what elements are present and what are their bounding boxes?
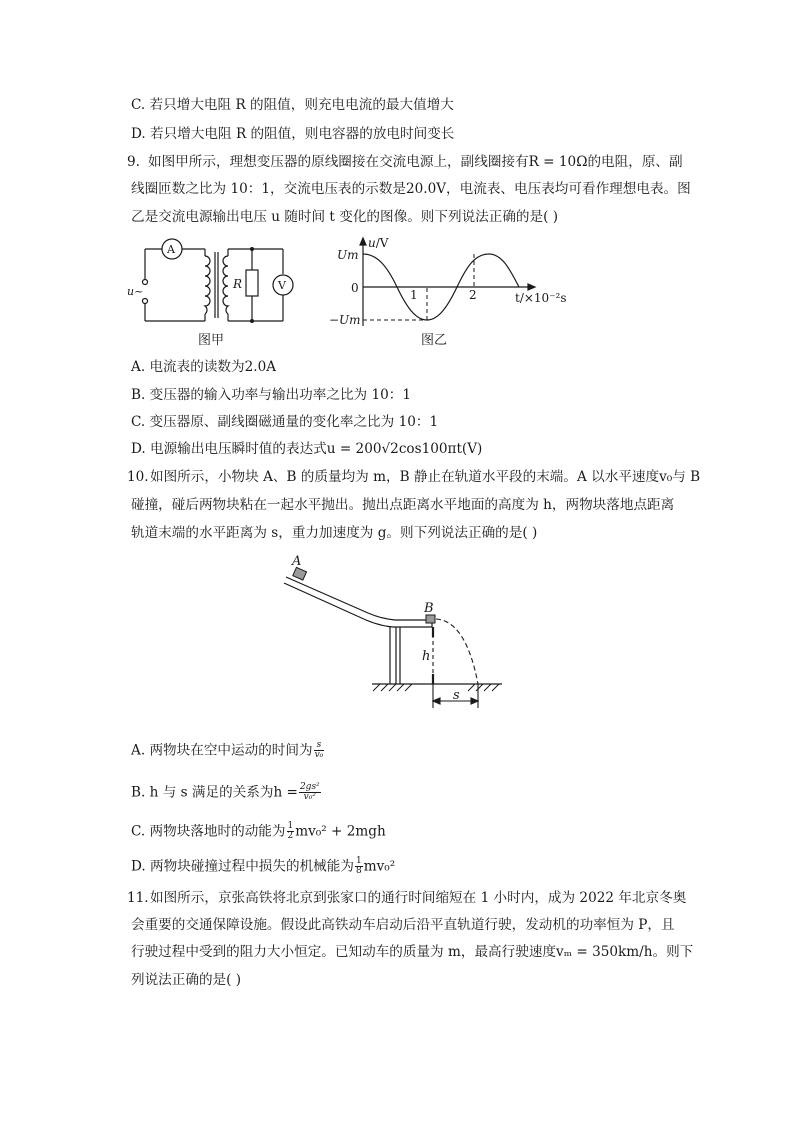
origin-label: 0 [351,281,359,295]
q11-stem-line3: 行驶过程中受到的阻力大小恒定。已知动车的质量为 m，最高行驶速度vₘ = 350km/h。则下 [131,944,694,960]
q10-option-d-text: D. 两物块碰撞过程中损失的机械能为 [131,858,354,875]
x-tick-1: 1 [410,288,418,302]
fraction: $\frac{1}{8}$ [355,856,362,877]
q9-option-d: D. 电源输出电压瞬时值的表达式u = 200√2cos100πt(V) [131,441,483,457]
source-label: u~ [127,285,144,298]
q10-option-c [131,822,386,842]
fraction: $\frac{1}{2}$ [287,821,294,842]
q10-option-d-tail: mv₀² [363,858,396,875]
resistor-label: R [233,277,243,291]
q10-option-a-text: A. 两物块在空中运动的时间为 [131,742,313,759]
q9-stem-line2: 线圈匝数之比为 10：1，交流电压表的示数是20.0V，电流表、电压表均可看作理想电表。图 [131,181,691,197]
q10-option-a [131,741,325,761]
y-max-label: Um [337,248,359,262]
q11-stem-line1: 如图所示，京张高铁将北京到张家口的通行时间缩短在 1 小时内，成为 2022 年北京冬奥 [150,890,687,906]
q8-option-c: C. 若只增大电阻 R 的阻值，则充电电流的最大值增大 [131,97,454,113]
x-tick-2: 2 [469,288,477,302]
q9-figure-graph [325,234,580,348]
block-a-label: A [292,554,302,569]
y-min-label: −Um [329,313,361,327]
q9-number: 9. [127,154,140,170]
figure-yi-caption: 图乙 [421,333,448,348]
q9-option-b: B. 变压器的输入功率与输出功率之比为 10：1 [131,387,411,403]
q10-number: 10. [127,469,149,485]
q11-stem-line2: 会重要的交通保障设施。假设此高铁动车启动后沿平直轨道行驶，发动机的功率恒为 P，且 [131,917,675,933]
q10-stem-line2: 碰撞，碰后两物块粘在一起水平抛出。抛出点距离水平地面的高度为 h，两物块落地点距离 [131,497,675,513]
distance-label: s [453,688,460,703]
ammeter-label: A [167,243,175,256]
q10-option-c-tail: mv₀² + 2mgh [295,823,386,840]
q9-option-a: A. 电流表的读数为2.0A [131,359,277,375]
q10-option-b-text: B. h 与 s 满足的关系为h = [131,784,298,801]
q10-option-d [131,857,395,877]
q9-stem-line3: 乙是交流电源输出电压 u 随时间 t 变化的图像。则下列说法正确的是( ) [131,209,559,225]
q11-number: 11. [127,890,149,906]
fraction: $\frac{\text{2gs²}}{\text{v₀²}}$ [299,782,320,803]
q8-option-d: D. 若只增大电阻 R 的阻值，则电容器的放电时间变长 [131,126,455,142]
q9-option-c: C. 变压器原、副线圈磁通量的变化率之比为 10：1 [131,414,439,430]
q10-option-c-text: C. 两物块落地时的动能为 [131,823,286,840]
q9-stem-line1: 如图甲所示，理想变压器的原线圈接在交流电源上，副线圈接有R = 10Ω的电阻，原、副 [148,154,683,170]
q10-stem-line1: 如图所示，小物块 A、B 的质量均为 m，B 静止在轨道水平段的末端。A 以水平速度v₀与 B [150,469,701,485]
q11-stem-line4: 列说法正确的是( ) [131,972,242,988]
q10-option-b [131,783,322,803]
q10-stem-line3: 轨道末端的水平距离为 s，重力加速度为 g。则下列说法正确的是( ) [131,525,538,541]
q9-figure-circuit [125,234,305,348]
block-b-label: B [424,601,434,616]
fraction: $\frac{s}{\text{v₀}}$ [314,740,324,761]
figure-jia-caption: 图甲 [198,333,225,348]
x-axis-label: t/×10⁻²s [515,291,567,305]
y-axis-label: u/V [368,236,389,250]
q10-figure-ramp [280,553,520,713]
height-label: h [422,649,431,664]
voltmeter-label: V [278,279,286,292]
